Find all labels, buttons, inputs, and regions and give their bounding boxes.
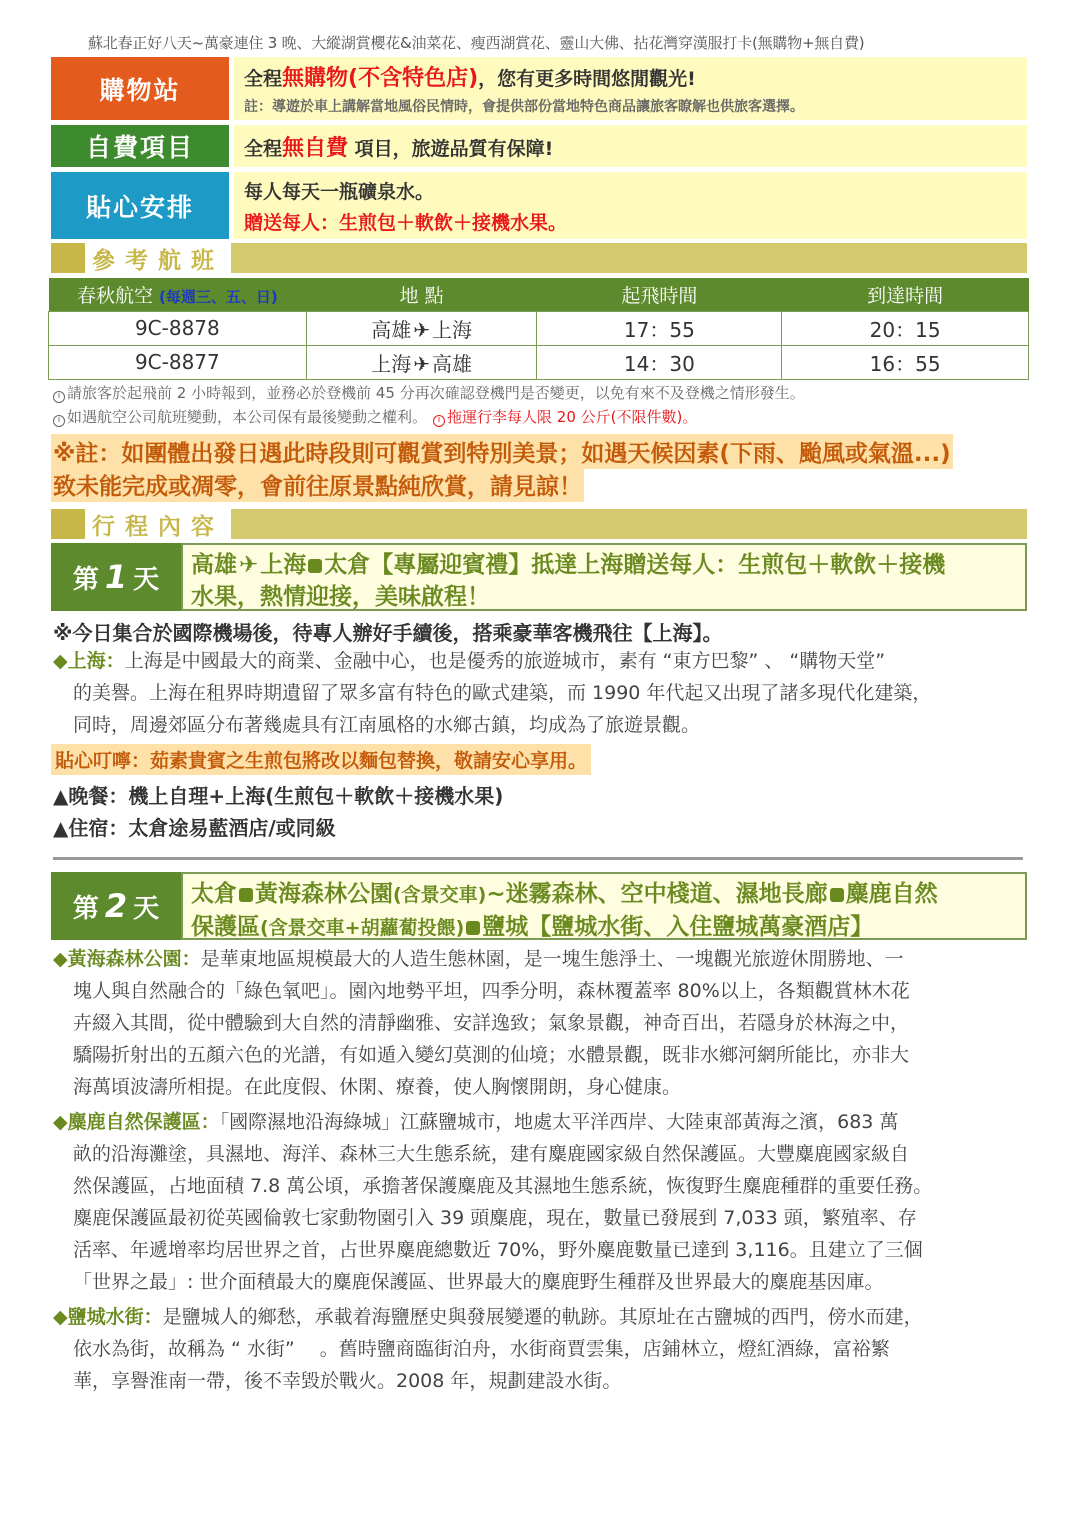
day1-header bbox=[51, 543, 1027, 611]
header-dep: 起飛時間 bbox=[537, 278, 782, 311]
optional-row bbox=[51, 125, 1027, 167]
plane-icon: ✈ bbox=[413, 351, 430, 376]
shopping-body bbox=[234, 57, 1027, 120]
day2-label: 第 2 天 bbox=[51, 872, 181, 940]
day1-reminder: 貼心叮嚀：茹素貴賓之生煎包將改以麵包替換，敬請安心享用。 bbox=[51, 744, 591, 775]
flight-route: 高雄 ✈ 上海 bbox=[306, 311, 537, 345]
flight-dep: 17：55 bbox=[537, 311, 782, 345]
bus-icon bbox=[830, 888, 844, 902]
flight-table bbox=[48, 278, 1029, 380]
day2-waterstreet-desc: ◆鹽城水街：是鹽城人的鄉愁，承載着海鹽歷史與發展變遷的軌跡。其原址在古鹽城的西門，傍水而建， 依水為街，故稱為 “ 水街” 。舊時鹽商臨街泊舟，水街商賈雲集，店鋪林立，燈紅酒綠，富裕繁 華，享譽淮南一帶，後不幸毀於戰火。2008 年，規劃建設水街。 bbox=[53, 1306, 923, 1392]
section-bar-flights bbox=[51, 243, 1027, 273]
shopping-line: 全程無購物(不含特色店)，您有更多時間悠閒觀光! bbox=[244, 66, 696, 91]
header-route: 地 點 bbox=[306, 278, 537, 311]
shopping-row bbox=[51, 57, 1027, 120]
optional-body bbox=[234, 125, 1027, 167]
notice-line-1: ※註：如團體出發日遇此時段則可觀賞到特別美景；如遇天候因素(下雨、颱風或氣溫...) bbox=[51, 434, 953, 469]
day2-title: 太倉 黃海森林公園(含景交車)~迷霧森林、空中棧道、濕地長廊 麋鹿自然 保護區(含景交車+胡蘿蔔投餵) 鹽城【鹽城水街、入住鹽城萬豪酒店】 bbox=[181, 872, 1027, 940]
care-line-1: 每人每天一瓶礦泉水。 bbox=[244, 180, 435, 203]
day2-forest-desc: ◆黃海森林公園：是華東地區規模最大的人造生態林園，是一塊生態淨土、一塊觀光旅遊休閒勝地、一 塊人與自然融合的「綠色氧吧」。園內地勢平坦，四季分明，森林覆蓋率 80%以上，各類觀賞林木花 卉綴入其間，從中體驗到大自然的清靜幽雅、安詳逸致；氣象景觀，神奇百出，若隱身於林海之中， 驕陽折射出的五顏六色的光譜，有如遁入變幻莫測的仙境；水體景觀，既非水鄉河網所能比，亦非大 海萬頃波濤所相提。在此度假、休閑、療養，使人胸懷開朗，身心健康。 bbox=[53, 948, 910, 1098]
day2-header bbox=[51, 872, 1027, 940]
day1-dinner: ▲晚餐：機上自理+上海(生煎包＋軟飲＋接機水果) bbox=[53, 784, 504, 808]
page-header-title: 蘇北春正好八天~萬豪連住 3 晚、大縱湖賞櫻花&油菜花、瘦西湖賞花、靈山大佛、拈花灣穿漢服打卡(無購物+無自費) bbox=[88, 34, 865, 52]
section-square bbox=[51, 509, 85, 539]
header-airline: 春秋航空 (每週三、五、日) bbox=[49, 278, 307, 311]
optional-line: 全程無自費 項目，旅遊品質有保障! bbox=[244, 135, 554, 161]
section-square bbox=[51, 243, 85, 273]
section-title-flights: 參考航班 bbox=[85, 243, 231, 273]
flight-arr: 20：15 bbox=[782, 311, 1029, 345]
bus-icon bbox=[239, 888, 253, 902]
flight-table-header bbox=[49, 278, 1029, 311]
optional-label: 自費項目 bbox=[51, 125, 229, 167]
plane-icon: ✈ bbox=[239, 552, 259, 578]
info-icon: i bbox=[53, 415, 65, 427]
header-arr: 到達時間 bbox=[782, 278, 1029, 311]
shopping-label: 購物站 bbox=[51, 57, 229, 120]
day2-deer-desc: ◆麋鹿自然保護區：「國際濕地沿海綠城」江蘇鹽城市，地處太平洋西岸、大陸東部黃海之濱，683 萬 畝的沿海灘塗，具濕地、海洋、森林三大生態系統，建有麋鹿國家級自然保護區。大豐麋鹿國家級自 然保護區，占地面積 7.8 萬公頃，承擔著保護麋鹿及其濕地生態系統，恢復野生麋鹿種群的重要任務。 麋鹿保護區最初從英國倫敦七家動物園引入 39 頭麋鹿，現在，數量已發展到 7,033 頭，繁殖率、存 活率、年遞增率均居世界之首，占世界麋鹿總數近 70%，野外麋鹿數量已達到 3,116。且建立了三個 「世界之最」: 世介面積最大的麋鹿保護區、世界最大的麋鹿野生種群及世界最大的麋鹿基因庫。 bbox=[53, 1111, 933, 1293]
flight-tip-2: i 如遇航空公司航班變動，本公司保有最後變動之權利。 i 拖運行李每人限 20 公斤(不限件數)。 bbox=[53, 406, 697, 427]
table-row bbox=[49, 311, 1029, 345]
table-row bbox=[49, 345, 1029, 379]
info-icon: i bbox=[53, 391, 65, 403]
day1-intro: ※今日集合於國際機場後，待專人辦好手續後，搭乘豪華客機飛往【上海】。 bbox=[53, 621, 723, 645]
day1-label: 第 1 天 bbox=[51, 543, 181, 611]
care-line-2: 贈送每人：生煎包＋軟飲＋接機水果。 bbox=[244, 211, 568, 234]
shopping-note: 註：導遊於車上講解當地風俗民情時，會提供部份當地特色商品讓旅客瞭解也供旅客選擇。 bbox=[244, 99, 804, 115]
care-label: 貼心安排 bbox=[51, 172, 229, 239]
flight-no: 9C-8878 bbox=[49, 311, 307, 345]
flight-dep: 14：30 bbox=[537, 345, 782, 379]
flight-tip-1: i 請旅客於起飛前 2 小時報到，並務必於登機前 45 分再次確認登機門是否變更，以免有來不及登機之情形發生。 bbox=[53, 382, 805, 403]
care-row bbox=[51, 172, 1027, 239]
info-icon: i bbox=[433, 415, 445, 427]
notice-line-2: 致未能完成或凋零，會前往原景點純欣賞，請見諒！ bbox=[51, 467, 584, 502]
bus-icon bbox=[466, 921, 480, 935]
section-bar-itinerary bbox=[51, 509, 1027, 539]
divider bbox=[53, 857, 1023, 860]
day1-shanghai-desc: ◆上海：上海是中國最大的商業、金融中心，也是優秀的旅遊城市，素有 “東方巴黎” 、 “購物天堂” 的美譽。上海在租界時期遺留了眾多富有特色的歐式建築，而 1990 年代起又出現了諸多現代化建築， 同時，周邊郊區分布著幾處具有江南風格的水鄉古鎮，均成為了旅遊景觀。 bbox=[53, 650, 932, 736]
flight-arr: 16：55 bbox=[782, 345, 1029, 379]
care-body bbox=[234, 172, 1027, 239]
bus-icon bbox=[308, 559, 322, 573]
day1-hotel: ▲住宿：太倉途易藍酒店/或同級 bbox=[53, 816, 336, 840]
flight-no: 9C-8877 bbox=[49, 345, 307, 379]
day1-title: 高雄✈上海 太倉【專屬迎賓禮】抵達上海贈送每人：生煎包＋軟飲＋接機 水果，熱情迎接，美味啟程！ bbox=[181, 543, 1027, 611]
flight-route: 上海 ✈ 高雄 bbox=[306, 345, 537, 379]
plane-icon: ✈ bbox=[413, 317, 430, 342]
section-title-itinerary: 行程內容 bbox=[85, 509, 231, 539]
